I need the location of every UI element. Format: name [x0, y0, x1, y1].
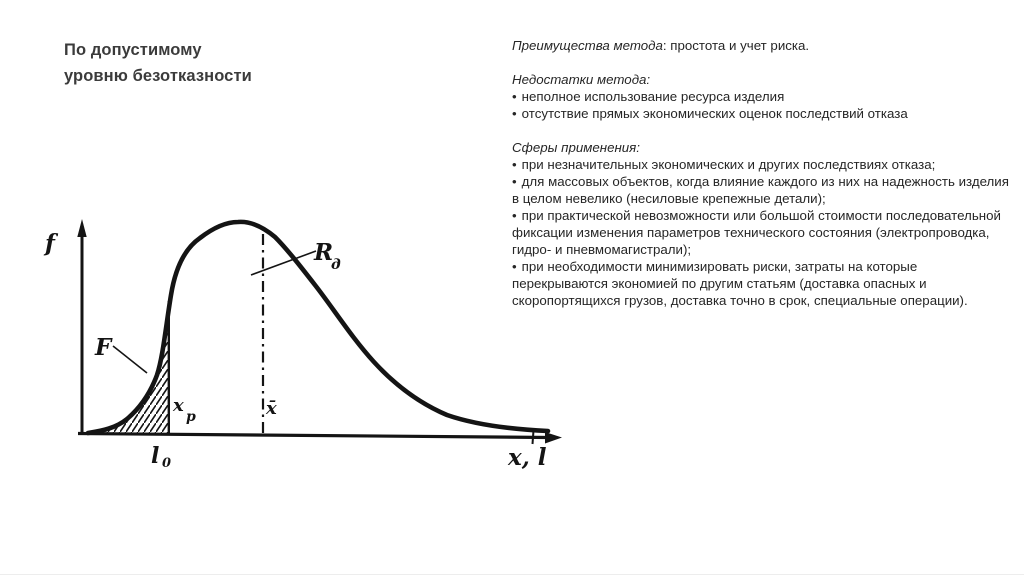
disadvantages-section: [512, 71, 1016, 122]
applications-heading: Сферы применения:: [512, 140, 640, 155]
list-item: [512, 105, 1016, 122]
applications-section: [512, 139, 1016, 309]
list-item-text: при практической невозможности или большой стоимости последовательной фиксации изменения параметров технического состояния (электропроводка, гидро- и пневмомагистрали);: [512, 208, 1001, 257]
l0-subscript: 0: [162, 456, 172, 471]
list-item-text: неполное использование ресурса изделия: [521, 89, 785, 104]
risk-label: R: [314, 239, 334, 266]
y-axis-arrow-icon: [77, 219, 86, 237]
list-item-text: для массовых объектов, когда влияние каждого из них на надежность изделия в целом невелико (несиловые крепежные детали);: [512, 174, 1009, 206]
list-item-text: при незначительных экономических и других последствиях отказа;: [521, 157, 936, 172]
page-title-line2: уровню безотказности: [64, 67, 252, 85]
x-mean-label: x̄: [266, 398, 277, 419]
advantages-lead: Преимущества метода: [512, 38, 663, 53]
advantages-line: [512, 37, 1016, 54]
risk-subscript: д: [331, 257, 341, 273]
bullet-icon: •: [512, 259, 517, 274]
disadvantages-heading: Недостатки метода:: [512, 72, 651, 87]
method-description: [512, 37, 1016, 326]
advantages-rest: : простота и учет риска.: [662, 38, 810, 53]
bullet-icon: •: [512, 174, 517, 189]
list-item-text: при необходимости минимизировать риски, затраты на которые перекрываются экономией по другим статьям (доставка опасных и скоропортящихся грузов, доставка точно в срок, специальные операции).: [512, 259, 968, 308]
y-axis-label: f: [45, 230, 55, 257]
x-gamma-label: x: [173, 395, 184, 416]
x-axis-tick: [533, 431, 534, 445]
bullet-icon: •: [512, 89, 517, 104]
bullet-icon: •: [512, 157, 517, 172]
bullet-icon: •: [512, 208, 517, 223]
list-item-text: отсутствие прямых экономических оценок последствий отказа: [521, 106, 908, 121]
list-item: [512, 258, 1016, 309]
list-item: [512, 207, 1016, 258]
bullet-icon: •: [512, 106, 517, 121]
list-item: [512, 156, 1016, 173]
x-axis-line: [78, 434, 549, 438]
l0-label: l: [151, 443, 160, 469]
list-item: [512, 173, 1016, 207]
f-area-pointer-line: [113, 346, 147, 373]
x-axis-label: x, l: [508, 444, 547, 471]
cdf-label: F: [95, 334, 112, 361]
x-axis-arrow-icon: [545, 432, 562, 444]
list-item: [512, 88, 1016, 105]
x-gamma-subscript: р: [186, 409, 196, 425]
page-title-line1: По допустимому: [64, 41, 202, 59]
